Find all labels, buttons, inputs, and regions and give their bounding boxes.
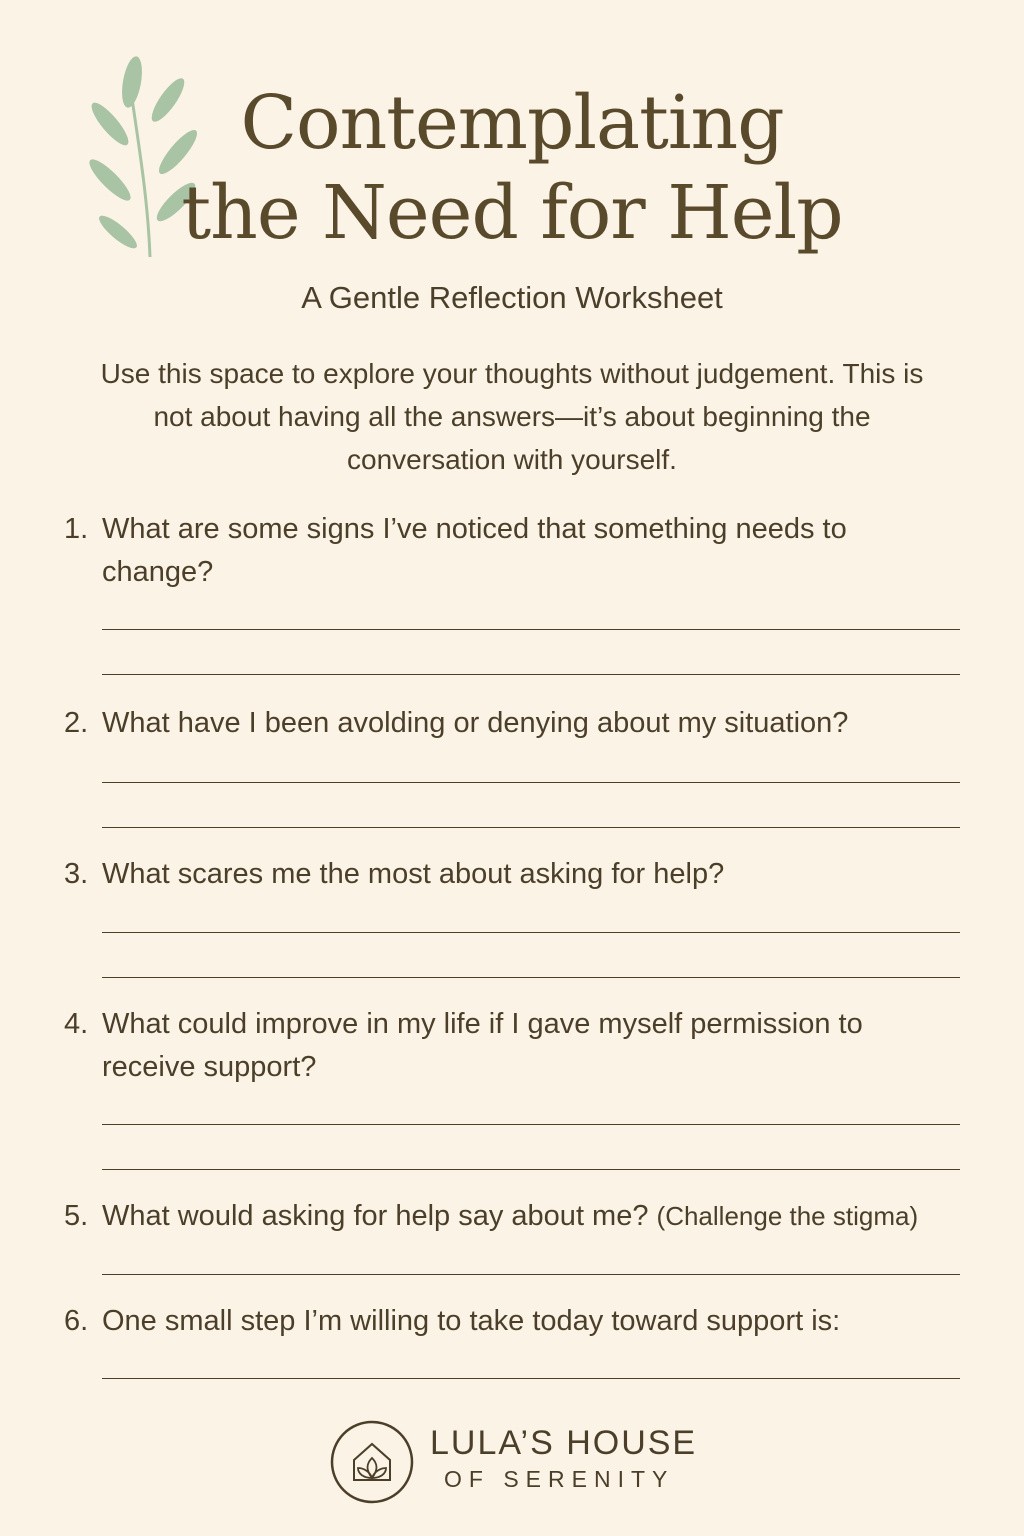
subtitle: A Gentle Reflection Worksheet [301, 280, 723, 315]
answer-line[interactable] [102, 977, 960, 978]
answer-line[interactable] [102, 629, 960, 630]
answer-line[interactable] [102, 1274, 960, 1275]
question-number: 1. [64, 513, 89, 545]
answer-line[interactable] [102, 932, 960, 933]
question-number: 3. [64, 858, 89, 890]
answer-line[interactable] [102, 1124, 960, 1125]
question-2 [64, 702, 984, 745]
question-5 [64, 1195, 984, 1238]
question-1 [64, 508, 984, 594]
answer-line[interactable] [102, 1169, 960, 1170]
answer-line[interactable] [102, 1378, 960, 1379]
question-number: 4. [64, 1008, 89, 1040]
answer-line[interactable] [102, 827, 960, 828]
question-number: 2. [64, 707, 89, 739]
brand-tagline: OF SERENITY [444, 1466, 675, 1492]
answer-line[interactable] [102, 674, 960, 675]
brand-name: LULA’S HOUSE [430, 1424, 698, 1462]
question-text: What have I been avolding or denying about my situation? [102, 707, 849, 739]
question-4 [64, 1003, 984, 1089]
house-leaf-icon [330, 1420, 414, 1504]
answer-line[interactable] [102, 782, 960, 783]
question-note: (Challenge the stigma) [656, 1201, 919, 1231]
intro-text: Use this space to explore your thoughts without judgement. This is not about having all the answers—it’s about beginning the conversation with yourself. [100, 358, 924, 475]
question-text-wrap [102, 1195, 1002, 1238]
question-text: One small step I’m willing to take today toward support is: [102, 1305, 841, 1337]
question-text: What could improve in my life if I gave myself permission to receive support? [102, 1008, 863, 1083]
question-text: What scares me the most about asking for help? [102, 858, 725, 890]
question-text: What are some signs I’ve noticed that something needs to change? [102, 513, 847, 588]
question-6 [64, 1300, 984, 1343]
question-number: 5. [64, 1200, 89, 1232]
title-line-1: Contemplating [240, 80, 784, 166]
question-number: 6. [64, 1305, 89, 1337]
title-line-2: the Need for Help [181, 170, 843, 256]
question-text: What would asking for help say about me? [102, 1200, 649, 1232]
question-3 [64, 853, 984, 896]
page-title [150, 78, 874, 258]
